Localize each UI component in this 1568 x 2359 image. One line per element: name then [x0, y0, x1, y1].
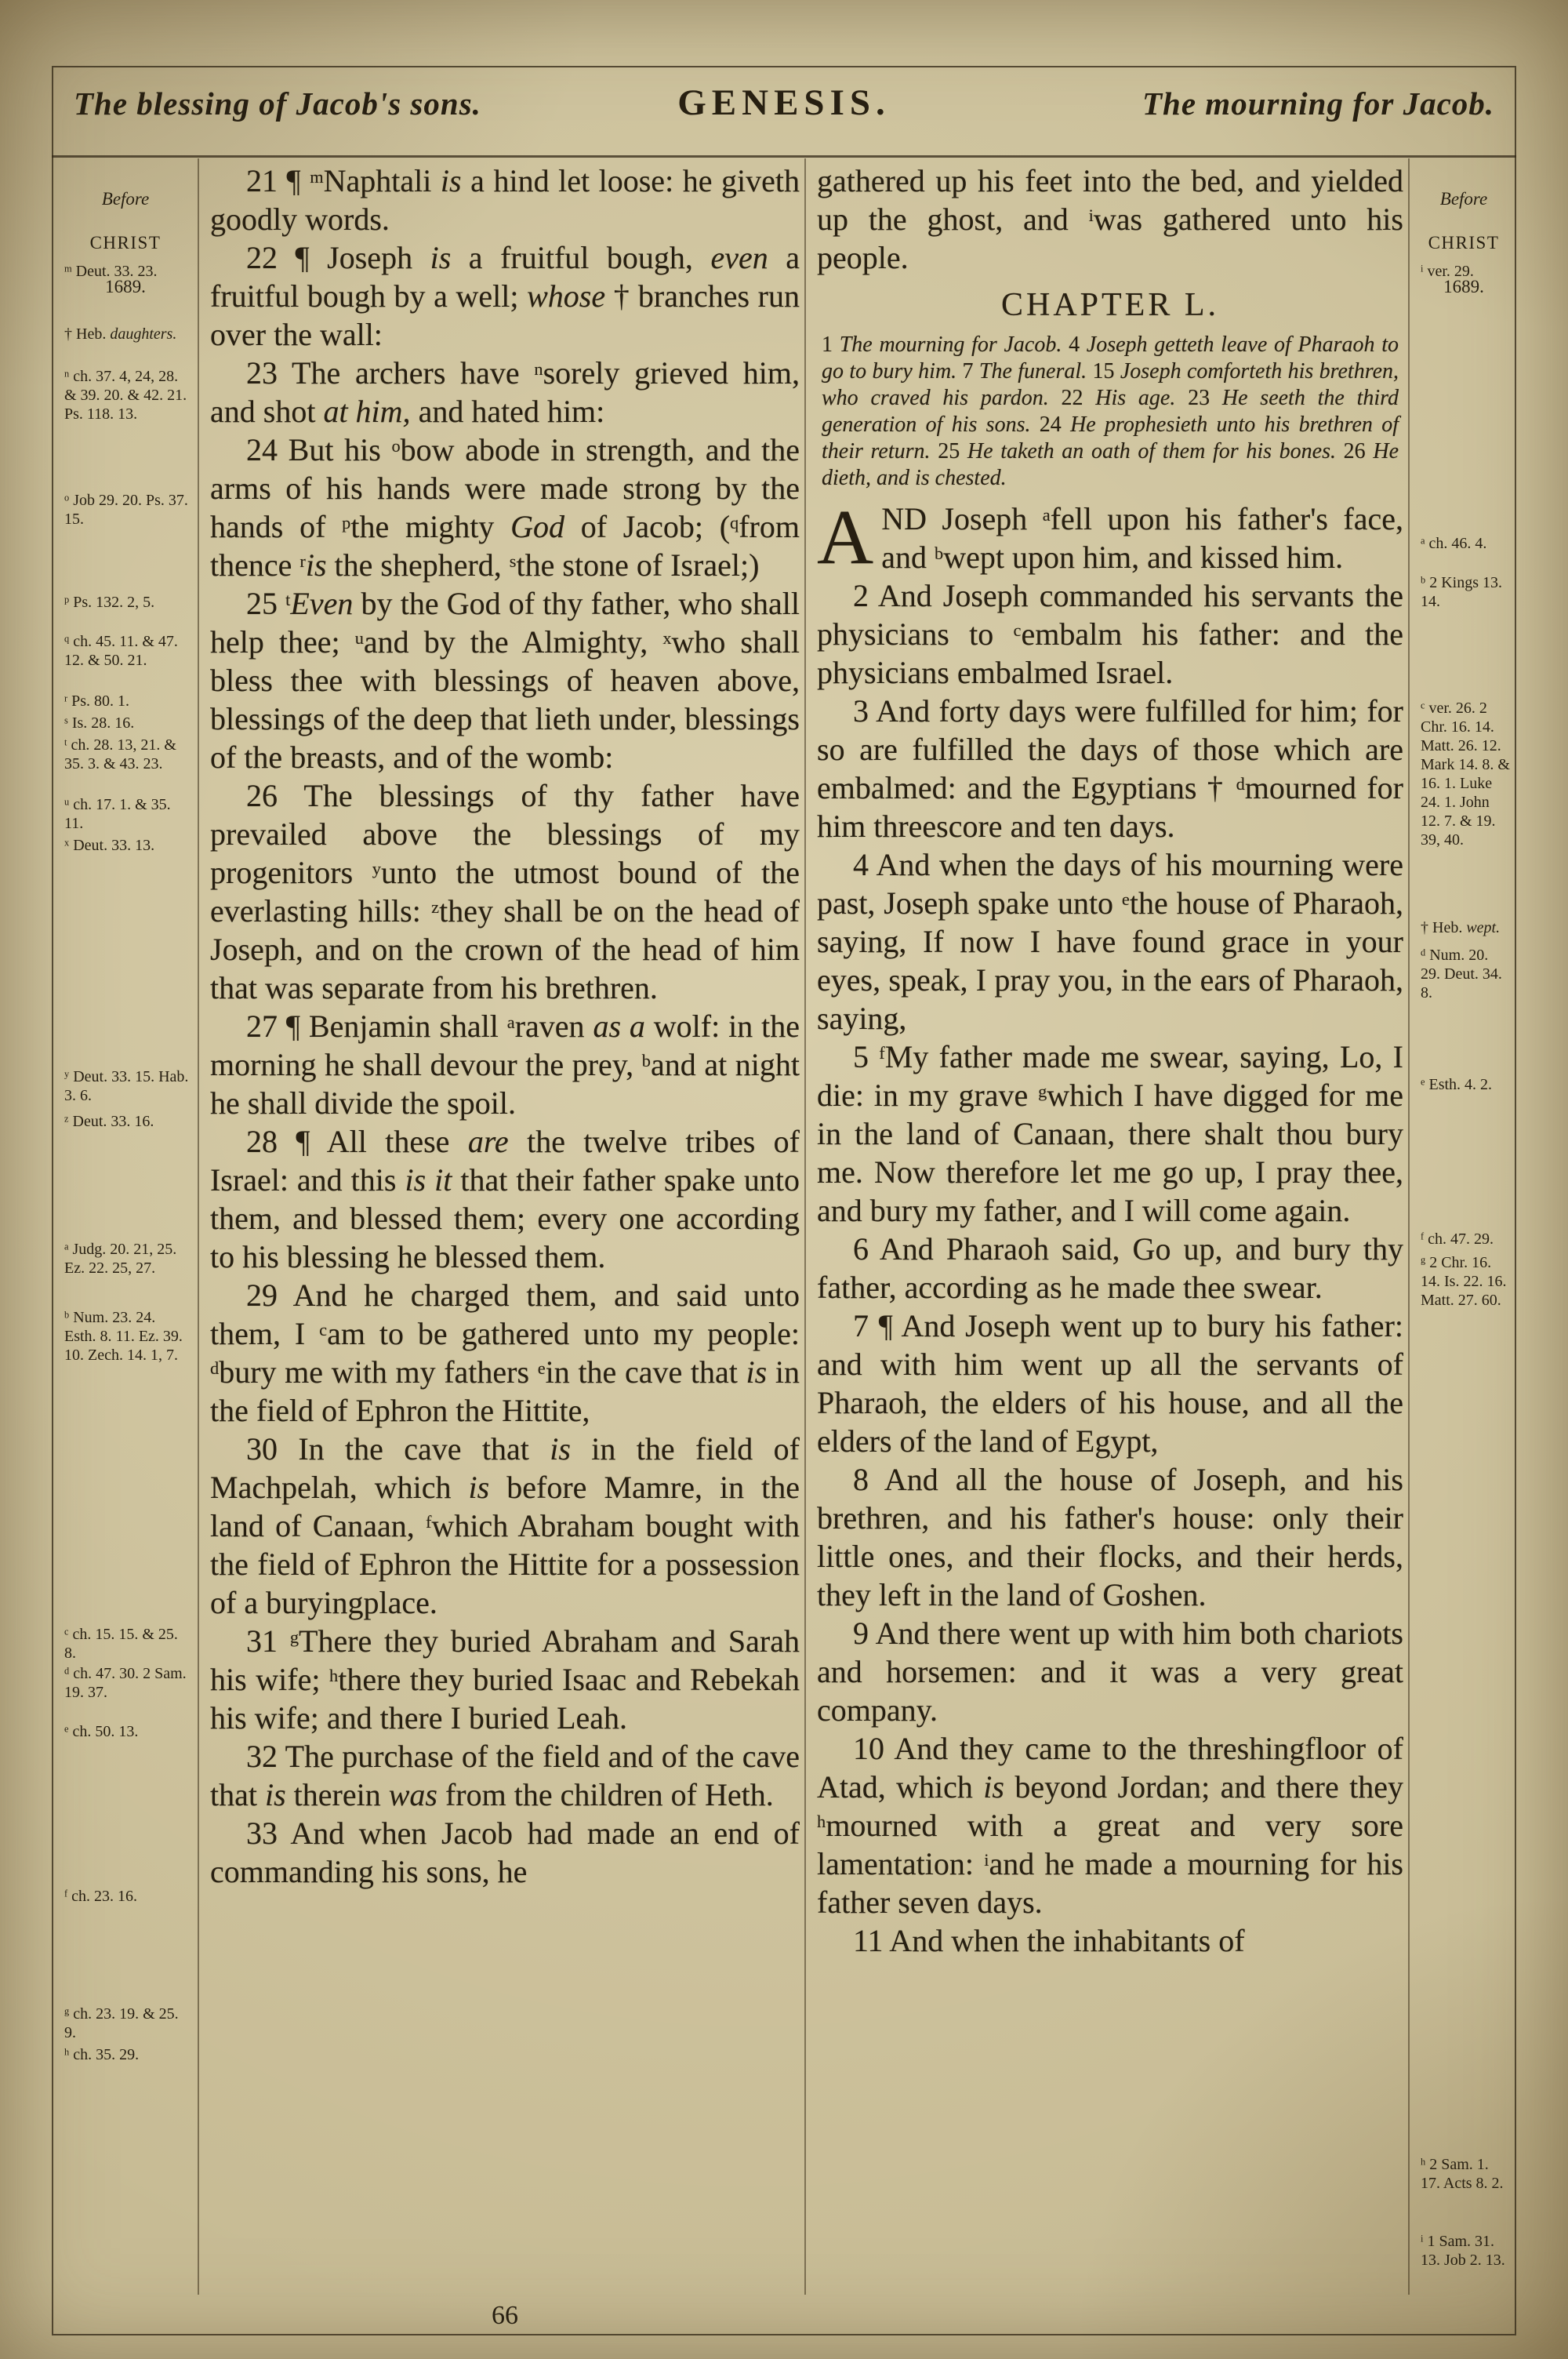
before-christ-label: Before CHRIST 1689. — [89, 189, 162, 296]
verse-49-27: 27 ¶ Benjamin shall $^a$raven as a wolf: in the morning he shall devour the prey, $^b$and at night he shall divide the spoil. — [210, 1009, 800, 1121]
margin-note: † Heb. daughters. — [64, 325, 177, 343]
verse-49-33-continuation: gathered up his feet into the bed, and yielded up the ghost, and $^i$was gathered unto his people. — [817, 163, 1403, 275]
verse-49-23: 23 The archers have $^n$sorely grieved him, and shot at him, and hated him: — [210, 355, 800, 429]
book-title: GENESIS. — [677, 82, 891, 123]
verse-49-21: 21 ¶ $^m$Naphtali is a hind let loose: he giveth goodly words. — [210, 163, 800, 237]
verse-49-26: 26 The blessings of thy father have prevailed above the blessings of my progenitors $^y$unto the utmost bound of the everlasting hills: $^z$they shall be on the head of Joseph, and on the crown of the head of him that was separate from his brethren. — [210, 778, 800, 1005]
margin-note: $^c$ ver. 26. 2 Chr. 16. 14. Matt. 26. 12. Mark 14. 8. & 16. 1. Luke 24. 1. John 12. 7. & 19. 39, 40. — [1421, 700, 1510, 849]
verse-50-4: 4 And when the days of his mourning were past, Joseph spake unto $^e$the house of Pharaoh, saying, If now I have found grace in your eyes, speak, I pray you, in the ears of Pharaoh, saying, — [817, 847, 1403, 1036]
verse-50-7: 7 ¶ And Joseph went up to bury his father: and with him went up all the servants of Pharaoh, the elders of his house, and all the elders of the land of Egypt, — [817, 1308, 1403, 1459]
margin-note: $^n$ ch. 37. 4, 24, 28. & 39. 20. & 42. 21. Ps. 118. 13. — [64, 368, 187, 423]
margin-note: $^h$ 2 Sam. 1. 17. Acts 8. 2. — [1421, 2156, 1504, 2192]
margin-note: $^m$ Deut. 33. 23. — [64, 263, 158, 280]
margin-note: $^d$ Num. 20. 29. Deut. 34. 8. — [1421, 947, 1502, 1001]
margin-note: $^e$ ch. 50. 13. — [64, 1723, 139, 1740]
margin-note: $^z$ Deut. 33. 16. — [64, 1113, 154, 1130]
verse-49-30: 30 In the cave that is in the field of Machpelah, which is before Mamre, in the land of Canaan, $^f$which Abraham bought with the field of Ephron the Hittite for a possession of a buryingplace. — [210, 1431, 800, 1620]
verse-49-31: 31 $^g$There they buried Abraham and Sarah his wife; $^h$there they buried Isaac and Rebekah his wife; and there I buried Leah. — [210, 1623, 800, 1736]
verse-49-29: 29 And he charged them, and said unto them, I $^c$am to be gathered unto my people: $^d$bury me with my fathers $^e$in the cave that is in the field of Ephron the Hittite, — [210, 1278, 800, 1428]
verse-49-28: 28 ¶ All these are the twelve tribes of Israel: and this is it that their father spake unto them, and blessed them; every one according to his blessing he blessed them. — [210, 1124, 800, 1274]
right-text-column — [817, 162, 1403, 2295]
left-text-column — [210, 162, 800, 2295]
right-margin-column — [1416, 162, 1512, 2295]
verse-50-8: 8 And all the house of Joseph, and his brethren, and his father's house: only their little ones, and their flocks, and their herds, they left in the land of Goshen. — [817, 1462, 1403, 1612]
margin-note: $^s$ Is. 28. 16. — [64, 714, 135, 732]
margin-note: $^e$ Esth. 4. 2. — [1421, 1076, 1493, 1093]
verse-50-5: 5 $^f$My father made me swear, saying, Lo, I die: in my grave $^g$which I have digged for me in the land of Canaan, there shalt thou bury me. Now therefore let me go up, I pray thee, and bury my father, and I will come again. — [817, 1039, 1403, 1228]
margin-note: $^r$ Ps. 80. 1. — [64, 692, 130, 710]
margin-note: † Heb. wept. — [1421, 919, 1501, 936]
margin-note: $^f$ ch. 47. 29. — [1421, 1230, 1494, 1248]
margin-note: $^a$ ch. 46. 4. — [1421, 535, 1487, 552]
running-head — [74, 82, 1494, 124]
verse-49-32: 32 The purchase of the field and of the cave that is therein was from the children of Heth. — [210, 1739, 800, 1812]
verse-50-1-text: ND Joseph $^a$fell upon his father's face, and $^b$wept upon him, and kissed him. — [881, 501, 1403, 575]
left-margin-column — [60, 162, 191, 2295]
verse-50-1 — [817, 493, 1403, 580]
drop-cap: A — [817, 493, 874, 580]
margin-note: $^a$ Judg. 20. 21, 25. Ez. 22. 25, 27. — [64, 1241, 177, 1277]
margin-note: $^h$ ch. 35. 29. — [64, 2046, 140, 2063]
margin-note: $^o$ Job 29. 20. Ps. 37. 15. — [64, 492, 188, 528]
before-christ-label: Before CHRIST 1689. — [1428, 189, 1500, 296]
margin-note: $^y$ Deut. 33. 15. Hab. 3. 6. — [64, 1068, 189, 1104]
page-content — [53, 162, 1515, 2295]
margin-note: $^b$ Num. 23. 24. Esth. 8. 11. Ez. 39. 10. Zech. 14. 1, 7. — [64, 1309, 183, 1364]
margin-note: $^p$ Ps. 132. 2, 5. — [64, 594, 155, 611]
verse-50-2: 2 And Joseph commanded his servants the physicians to $^c$embalm his father: and the physicians embalmed Israel. — [817, 578, 1403, 690]
verse-49-25: 25 $^t$Even by the God of thy father, who shall help thee; $^u$and by the Almighty, $^x$who shall bless thee with blessings of heaven above, blessings of the deep that lieth under, blessings of the breasts, and of the womb: — [210, 586, 800, 775]
running-head-left: The blessing of Jacob's sons. — [74, 85, 481, 122]
column-rule-center — [804, 158, 806, 2295]
verse-50-10: 10 And they came to the threshingfloor of Atad, which is beyond Jordan; and there they $^h$mourned with a great and very sore lamentation: $^i$and he made a mourning for his father seven days. — [817, 1731, 1403, 1920]
verse-49-24: 24 But his $^o$bow abode in strength, and the arms of his hands were made strong by the hands of $^p$the mighty God of Jacob; ($^q$from thence $^r$is the shepherd, $^s$the stone of Israel;) — [210, 432, 800, 583]
margin-note: $^f$ ch. 23. 16. — [64, 1888, 138, 1905]
column-rule-right — [1408, 158, 1410, 2295]
margin-note: $^q$ ch. 45. 11. & 47. 12. & 50. 21. — [64, 633, 178, 669]
page-frame — [52, 66, 1516, 2335]
margin-note: $^i$ 1 Sam. 31. 13. Job 2. 13. — [1421, 2233, 1505, 2269]
verse-50-11: 11 And when the inhabitants of — [853, 1923, 1245, 1958]
header-rule — [52, 155, 1516, 158]
margin-note: $^t$ ch. 28. 13, 21. & 35. 3. & 43. 23. — [64, 736, 176, 772]
verse-49-22: 22 ¶ Joseph is a fruitful bough, even a fruitful bough by a well; whose † branches run over the wall: — [210, 240, 800, 352]
column-rule-left — [198, 158, 199, 2295]
margin-note: $^d$ ch. 47. 30. 2 Sam. 19. 37. — [64, 1665, 187, 1701]
verse-50-9: 9 And there went up with him both chariots and horsemen: and it was a very great company. — [817, 1616, 1403, 1728]
margin-note: $^u$ ch. 17. 1. & 35. 11. — [64, 796, 171, 832]
chapter-heading: CHAPTER L. — [1000, 287, 1219, 323]
verse-50-3: 3 And forty days were fulfilled for him; for so are fulfilled the days of those which are embalmed: and the Egyptians † $^d$mourned for him threescore and ten days. — [817, 693, 1403, 844]
verse-49-33: 33 And when Jacob had made an end of commanding his sons, he — [210, 1816, 800, 1889]
page-number: 66 — [492, 2301, 518, 2330]
margin-note: $^b$ 2 Kings 13. 14. — [1421, 574, 1502, 610]
margin-note: $^x$ Deut. 33. 13. — [64, 837, 155, 854]
verse-50-6: 6 And Pharaoh said, Go up, and bury thy father, according as he made thee swear. — [817, 1231, 1403, 1305]
chapter-argument: 1 The mourning for Jacob. 4 Joseph getteth leave of Pharaoh to go to bury him. 7 The funeral. 15 Joseph comforteth his brethren, who craved his pardon. 22 His age. 23 He seeth the third generation of his sons. 24 He prophesieth unto his brethren of their return. 25 He taketh an oath of them for his bones. 26 He dieth, and is chested. — [822, 333, 1399, 490]
running-head-right: The mourning for Jacob. — [1142, 85, 1495, 122]
margin-note: $^g$ 2 Chr. 16. 14. Is. 22. 16. Matt. 27. 60. — [1421, 1254, 1507, 1309]
margin-note: $^g$ ch. 23. 19. & 25. 9. — [64, 2005, 179, 2041]
margin-note: $^c$ ch. 15. 15. & 25. 8. — [64, 1626, 178, 1662]
margin-note: $^i$ ver. 29. — [1421, 263, 1474, 280]
